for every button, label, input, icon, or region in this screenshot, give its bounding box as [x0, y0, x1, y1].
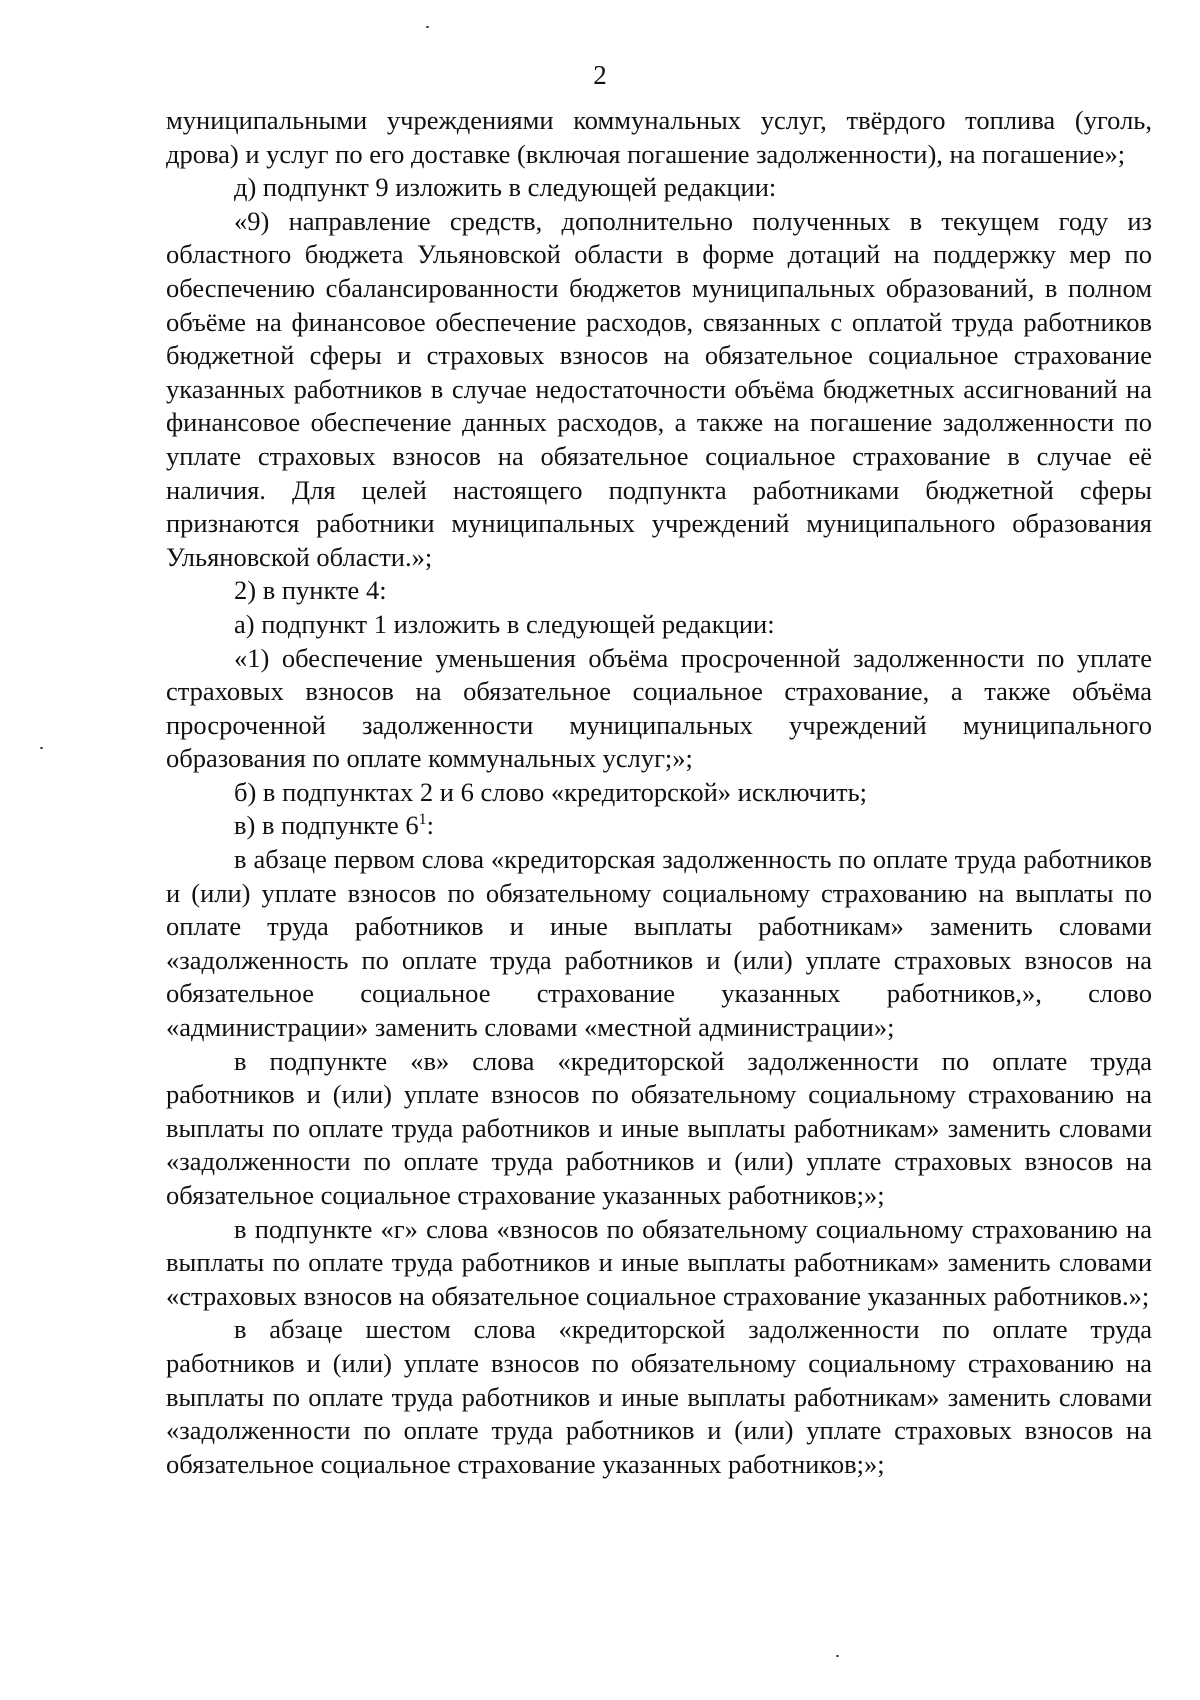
paragraph-sixth-abzac: в абзаце шестом слова «кредиторской задолженности по оплате труда работников и (или) уплате взносов по обязательному социальному страхованию на выплаты по оплате труда работников и иные выплаты работникам» заменить словами «задолженности по оплате труда работников и (или) уплате страховых взносов на обязательное социальное страхование указанных работников;»;: [166, 1314, 1152, 1479]
document-body: [166, 104, 1152, 1481]
scan-speck: [426, 26, 429, 28]
scan-speck: [40, 747, 43, 749]
superscript-number: 1: [418, 811, 427, 829]
scan-speck: [836, 1655, 839, 1657]
paragraph-subitem-a: а) подпункт 1 изложить в следующей редакции:: [234, 608, 775, 639]
paragraph-subitem-v-quote: в подпункте «в» слова «кредиторской задолженности по оплате труда работников и (или) уплате взносов по обязательному социальному страхованию на выплаты по оплате труда работников и иные выплаты работникам» заменить словами «задолженности по оплате труда работников и (или) уплате страховых взносов на обязательное социальное страхование указанных работников;»;: [166, 1045, 1152, 1210]
paragraph-subitem-1-text: «1) обеспечение уменьшения объёма просроченной задолженности по уплате страховых взносов на обязательное социальное страхование, а также объёма просроченной задолженности муниципальных учреждений муниципального образования по оплате коммунальных услуг;»;: [166, 642, 1152, 774]
paragraph-first-abzac: в абзаце первом слова «кредиторская задолженность по оплате труда работников и (или) уплате взносов по обязательному социальному страхованию на выплаты по оплате труда работников и иные выплаты работникам» заменить словами «задолженность по оплате труда работников и (или) уплате страховых взносов на обязательное социальное страхование указанных работников,», слово «администрации» заменить словами «местной администрации»;: [166, 844, 1152, 1043]
paragraph-subitem-9-text: «9) направление средств, дополнительно полученных в текущем году из областного бюджета Ульяновской области в форме дотаций на поддержку мер по обеспечению сбалансированности бюджетов муниципальных образований, в полном объёме на финансовое обеспечение расходов, связанных с оплатой труда работников бюджетной сферы и страховых взносов на обязательное социальное страхование указанных работников в случае недостаточности объёма бюджетных ассигнований на финансовое обеспечение данных расходов, а также на погашение задолженности по уплате страховых взносов на обязательное социальное страхование в случае её наличия. Для целей настоящего подпункта работниками бюджетной сферы признаются работники муниципальных учреждений муниципального образования Ульяновской области.»;: [166, 205, 1152, 572]
paragraph-subitem-v-suffix: :: [426, 810, 434, 841]
paragraph-subitem-v: [166, 809, 1152, 843]
paragraph-subitem-d: д) подпункт 9 изложить в следующей редакции:: [234, 172, 777, 203]
paragraph-continuation: муниципальными учреждениями коммунальных услуг, твёрдого топлива (уголь, дрова) и услуг по его доставке (включая погашение задолженности), на погашение»;: [166, 105, 1152, 169]
paragraph-subitem-b: б) в подпунктах 2 и 6 слово «кредиторской» исключить;: [234, 776, 868, 807]
paragraph-subitem-v-text: в) в подпункте 6: [234, 810, 419, 841]
paragraph-subitem-g-quote: в подпункте «г» слова «взносов по обязательному социальному страхованию на выплаты по оплате труда работников и иные выплаты работникам» заменить словами «страховых взносов на обязательное социальное страхование указанных работников.»;: [166, 1213, 1152, 1311]
page-number: 2: [593, 60, 607, 90]
paragraph-item-2: 2) в пункте 4:: [234, 575, 387, 606]
